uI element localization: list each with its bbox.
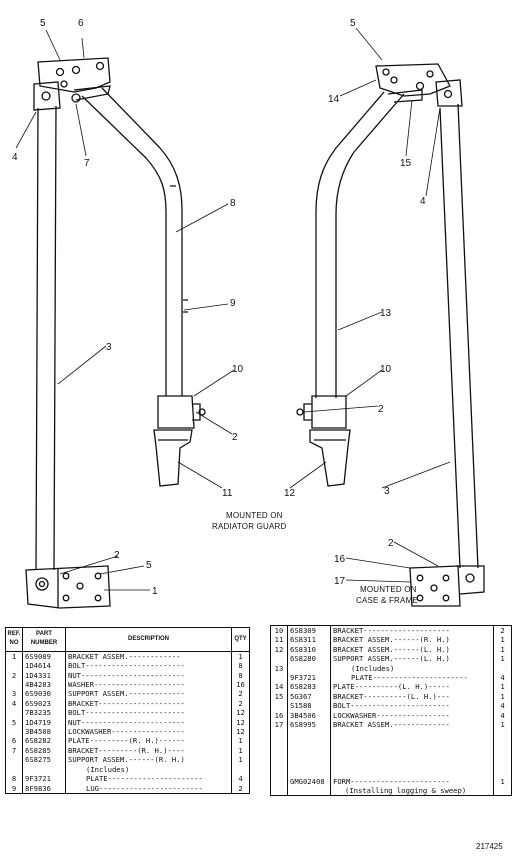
description-cell [331, 748, 494, 757]
ref-cell [271, 786, 288, 796]
table-row [271, 758, 512, 767]
table-row [271, 729, 512, 738]
description-cell: (Includes) [66, 765, 232, 774]
callout-right-12: 12 [284, 488, 296, 499]
qty-cell [494, 758, 512, 767]
qty-cell: 1 [500, 654, 505, 664]
description-cell: (Includes) [331, 664, 494, 673]
part-number-cell: 3B4506 [288, 711, 331, 720]
callout-left-11: 11 [222, 488, 233, 499]
description-cell: LOCKWASHER----------------- [66, 727, 232, 736]
description-cell: BOLT----------------------- [66, 708, 232, 717]
table-row [6, 699, 250, 708]
table-row [6, 736, 250, 745]
description-cell [331, 739, 494, 748]
qty-cell: 1 [238, 745, 243, 755]
description-cell: PLATE---------------------- [331, 673, 494, 682]
ref-cell [271, 729, 288, 738]
description-cell: BRACKET-------------------- [331, 626, 494, 636]
table-row [271, 739, 512, 748]
qty-cell: 4 [500, 673, 505, 683]
description-cell: SUPPORT ASSEM.------(R. H.) [66, 755, 232, 764]
table-row [6, 651, 250, 661]
part-number-cell: 6S9023 [23, 699, 66, 708]
description-cell: SUPPORT ASSEM.------(L. H.) [331, 654, 494, 663]
ref-cell [6, 708, 23, 717]
right-support-assembly [297, 64, 484, 606]
part-number-cell [288, 767, 331, 776]
ref-cell [271, 767, 288, 776]
description-cell: BRACKET ASSEM.------------- [331, 720, 494, 729]
ref-cell [6, 661, 23, 670]
part-number-cell: 6S8995 [288, 720, 331, 729]
callout-left-2b: 2 [114, 550, 120, 561]
qty-cell [494, 786, 512, 796]
ref-cell [6, 727, 23, 736]
table-row [271, 664, 512, 673]
part-number-cell [288, 664, 331, 673]
qty-cell: 1 [500, 644, 505, 654]
ref-cell: 6 [6, 736, 23, 745]
description-cell [331, 767, 494, 776]
ref-cell [271, 701, 288, 710]
ref-cell [6, 755, 23, 764]
ref-cell: 13 [271, 664, 288, 673]
part-number-cell: 4B4283 [23, 680, 66, 689]
qty-cell: 2 [238, 689, 243, 699]
callout-left-6: 6 [78, 18, 84, 29]
part-number-cell: 3B4508 [23, 727, 66, 736]
table-row [6, 718, 250, 727]
table-row [271, 720, 512, 729]
caption-radiator-line2: RADIATOR GUARD [212, 522, 287, 531]
table-row [271, 777, 512, 786]
qty-cell: 12 [236, 717, 245, 727]
ref-cell [271, 654, 288, 663]
table-row [271, 748, 512, 757]
qty-cell: 1 [238, 651, 243, 661]
description-cell: NUT------------------------ [66, 718, 232, 727]
qty-cell: 1 [238, 755, 243, 765]
qty-cell: 1 [238, 736, 243, 746]
part-number-cell: 1D4614 [23, 661, 66, 670]
callout-right-3: 3 [384, 486, 390, 497]
qty-cell: 1 [500, 682, 505, 692]
table-row [6, 755, 250, 764]
part-number-cell: 1D4719 [23, 718, 66, 727]
ref-cell [271, 673, 288, 682]
figure-number: 217425 [476, 842, 503, 851]
qty-cell: 12 [236, 708, 245, 718]
qty-cell [494, 664, 512, 673]
qty-cell: 4 [500, 701, 505, 711]
qty-cell [494, 748, 512, 757]
table-row [6, 765, 250, 774]
description-cell: BRACKET---------(R. H.)---- [66, 746, 232, 755]
part-number-cell: 6S8275 [23, 755, 66, 764]
part-number-cell: 6S8283 [288, 682, 331, 691]
part-number-cell: 1D4331 [23, 671, 66, 680]
table-row [6, 708, 250, 717]
qty-cell: 2 [238, 698, 243, 708]
part-number-cell: 6S9089 [23, 651, 66, 661]
part-number-cell: 6S8311 [288, 635, 331, 644]
ref-cell [271, 748, 288, 757]
ref-cell: 12 [271, 645, 288, 654]
ref-cell [271, 758, 288, 767]
qty-cell: 12 [236, 727, 245, 737]
part-number-cell: 6S9030 [23, 689, 66, 698]
qty-cell: 1 [500, 691, 505, 701]
callout-left-7: 7 [84, 158, 90, 169]
description-cell: BRACKET----------(L. H.)--- [331, 692, 494, 701]
caption-case-line1: MOUNTED ON [360, 585, 417, 594]
qty-cell: 4 [500, 710, 505, 720]
description-cell: BRACKET ASSEM.------------ [66, 651, 232, 661]
part-number-cell: 8F9836 [23, 784, 66, 794]
header-ref-no [6, 628, 23, 652]
description-cell: PLATE----------(L. H.)----- [331, 682, 494, 691]
description-cell [331, 758, 494, 767]
table-row [6, 784, 250, 794]
qty-cell: 8 [238, 661, 243, 671]
ref-cell: 17 [271, 720, 288, 729]
caption-case-line2: CASE & FRAME [356, 596, 418, 605]
description-cell: PLATE---------(R. H.)------ [66, 736, 232, 745]
callout-right-16: 16 [334, 554, 346, 565]
part-number-cell [288, 786, 331, 796]
description-cell: SUPPORT ASSEM.------------- [66, 689, 232, 698]
description-cell: BOLT----------------------- [331, 701, 494, 710]
description-cell: BRACKET ASSEM.------(L. H.) [331, 645, 494, 654]
table-row [271, 645, 512, 654]
ref-cell: 9 [6, 784, 23, 794]
table-row [6, 671, 250, 680]
description-cell: FORM----------------------- [331, 777, 494, 786]
table-row [271, 692, 512, 701]
description-cell: BRACKET-------------------- [66, 699, 232, 708]
ref-cell [6, 765, 23, 774]
part-number-cell: 6S8309 [288, 626, 331, 636]
callout-right-17: 17 [334, 576, 346, 587]
callout-left-3: 3 [106, 342, 112, 353]
part-number-cell: 9F3721 [23, 774, 66, 783]
qty-cell: 1 [500, 720, 505, 730]
part-number-cell [288, 758, 331, 767]
header-ref-line2: NO [9, 640, 19, 647]
table-row [6, 680, 250, 689]
ref-cell: 1 [6, 651, 23, 661]
qty-cell [494, 729, 512, 738]
part-number-cell: S1588 [288, 701, 331, 710]
callout-left-5: 5 [40, 18, 46, 29]
part-number-cell: 5G367 [288, 692, 331, 701]
table-row [271, 786, 512, 796]
ref-cell: 2 [6, 671, 23, 680]
table-row [6, 746, 250, 755]
callout-right-14: 14 [328, 94, 340, 105]
description-cell: NUT------------------------ [66, 671, 232, 680]
ref-cell: 4 [6, 699, 23, 708]
header-description: DESCRIPTION [66, 628, 232, 652]
callout-left-5b: 5 [146, 560, 152, 571]
ref-cell: 5 [6, 718, 23, 727]
callout-right-2b: 2 [388, 538, 394, 549]
table-row [271, 711, 512, 720]
part-number-cell: 6S8280 [288, 654, 331, 663]
left-support-assembly [26, 58, 205, 608]
header-qty: QTY [232, 628, 250, 652]
part-number-cell: 6S8285 [23, 746, 66, 755]
header-part-line1: PART [36, 631, 52, 637]
callout-right-5: 5 [350, 18, 356, 29]
ref-cell: 16 [271, 711, 288, 720]
parts-table-left [5, 627, 250, 794]
header-ref-line1: REF. [7, 631, 21, 637]
table-row [271, 654, 512, 663]
qty-cell: 16 [236, 680, 245, 690]
parts-table-right [270, 625, 512, 796]
qty-cell [494, 739, 512, 748]
qty-cell: 1 [500, 776, 505, 786]
part-number-cell: GMG02408 [288, 777, 331, 786]
qty-cell: 8 [238, 670, 243, 680]
ref-cell: 3 [6, 689, 23, 698]
table-row [271, 701, 512, 710]
ref-cell: 7 [6, 746, 23, 755]
part-number-cell [23, 765, 66, 774]
table-row [271, 626, 512, 636]
callout-right-13: 13 [380, 308, 392, 319]
part-number-cell: 6S8282 [23, 736, 66, 745]
description-cell: BRACKET ASSEM.------(R. H.) [331, 635, 494, 644]
table-row [271, 682, 512, 691]
header-part-line2: NUMBER [30, 640, 58, 647]
part-number-cell [288, 748, 331, 757]
ref-cell [271, 739, 288, 748]
table-row [271, 635, 512, 644]
table-row [6, 774, 250, 783]
callout-left-8: 8 [230, 198, 236, 209]
part-number-cell: 7B3235 [23, 708, 66, 717]
callout-left-10: 10 [232, 364, 244, 375]
ref-cell: 14 [271, 682, 288, 691]
qty-cell [494, 767, 512, 776]
description-cell: PLATE---------------------- [66, 774, 232, 783]
callout-left-9: 9 [230, 298, 236, 309]
table-row [6, 689, 250, 698]
description-cell: WASHER--------------------- [66, 680, 232, 689]
qty-cell: 4 [238, 774, 243, 784]
description-cell [331, 729, 494, 738]
parts-table-left-header [6, 628, 250, 652]
callout-left-2a: 2 [232, 432, 238, 443]
part-number-cell [288, 729, 331, 738]
ref-cell: 8 [6, 774, 23, 783]
callout-right-2a: 2 [378, 404, 384, 415]
description-cell: BOLT----------------------- [66, 661, 232, 670]
ref-cell: 15 [271, 692, 288, 701]
callout-left-4: 4 [12, 152, 18, 163]
table-row [271, 767, 512, 776]
callout-left-1: 1 [152, 586, 158, 597]
table-row [6, 661, 250, 670]
table-row [271, 673, 512, 682]
qty-cell: 2 [238, 783, 243, 793]
caption-radiator-line1: MOUNTED ON [226, 511, 283, 520]
callout-right-10: 10 [380, 364, 392, 375]
callout-right-15: 15 [400, 158, 412, 169]
description-cell: LOCKWASHER----------------- [331, 711, 494, 720]
ref-cell [271, 777, 288, 786]
table-row [6, 727, 250, 736]
part-number-cell: 9F3721 [288, 673, 331, 682]
callout-right-4: 4 [420, 196, 426, 207]
description-cell: LUG------------------------ [66, 784, 232, 794]
ref-cell: 10 [271, 626, 288, 636]
part-number-cell: 6S8310 [288, 645, 331, 654]
header-part-number [23, 628, 66, 652]
ref-cell [6, 680, 23, 689]
qty-cell: 1 [500, 635, 505, 645]
ref-cell: 11 [271, 635, 288, 644]
part-number-cell [288, 739, 331, 748]
qty-cell: 2 [500, 626, 505, 635]
description-cell: (Installing logging & sweep) [331, 786, 494, 796]
qty-cell [232, 765, 250, 774]
